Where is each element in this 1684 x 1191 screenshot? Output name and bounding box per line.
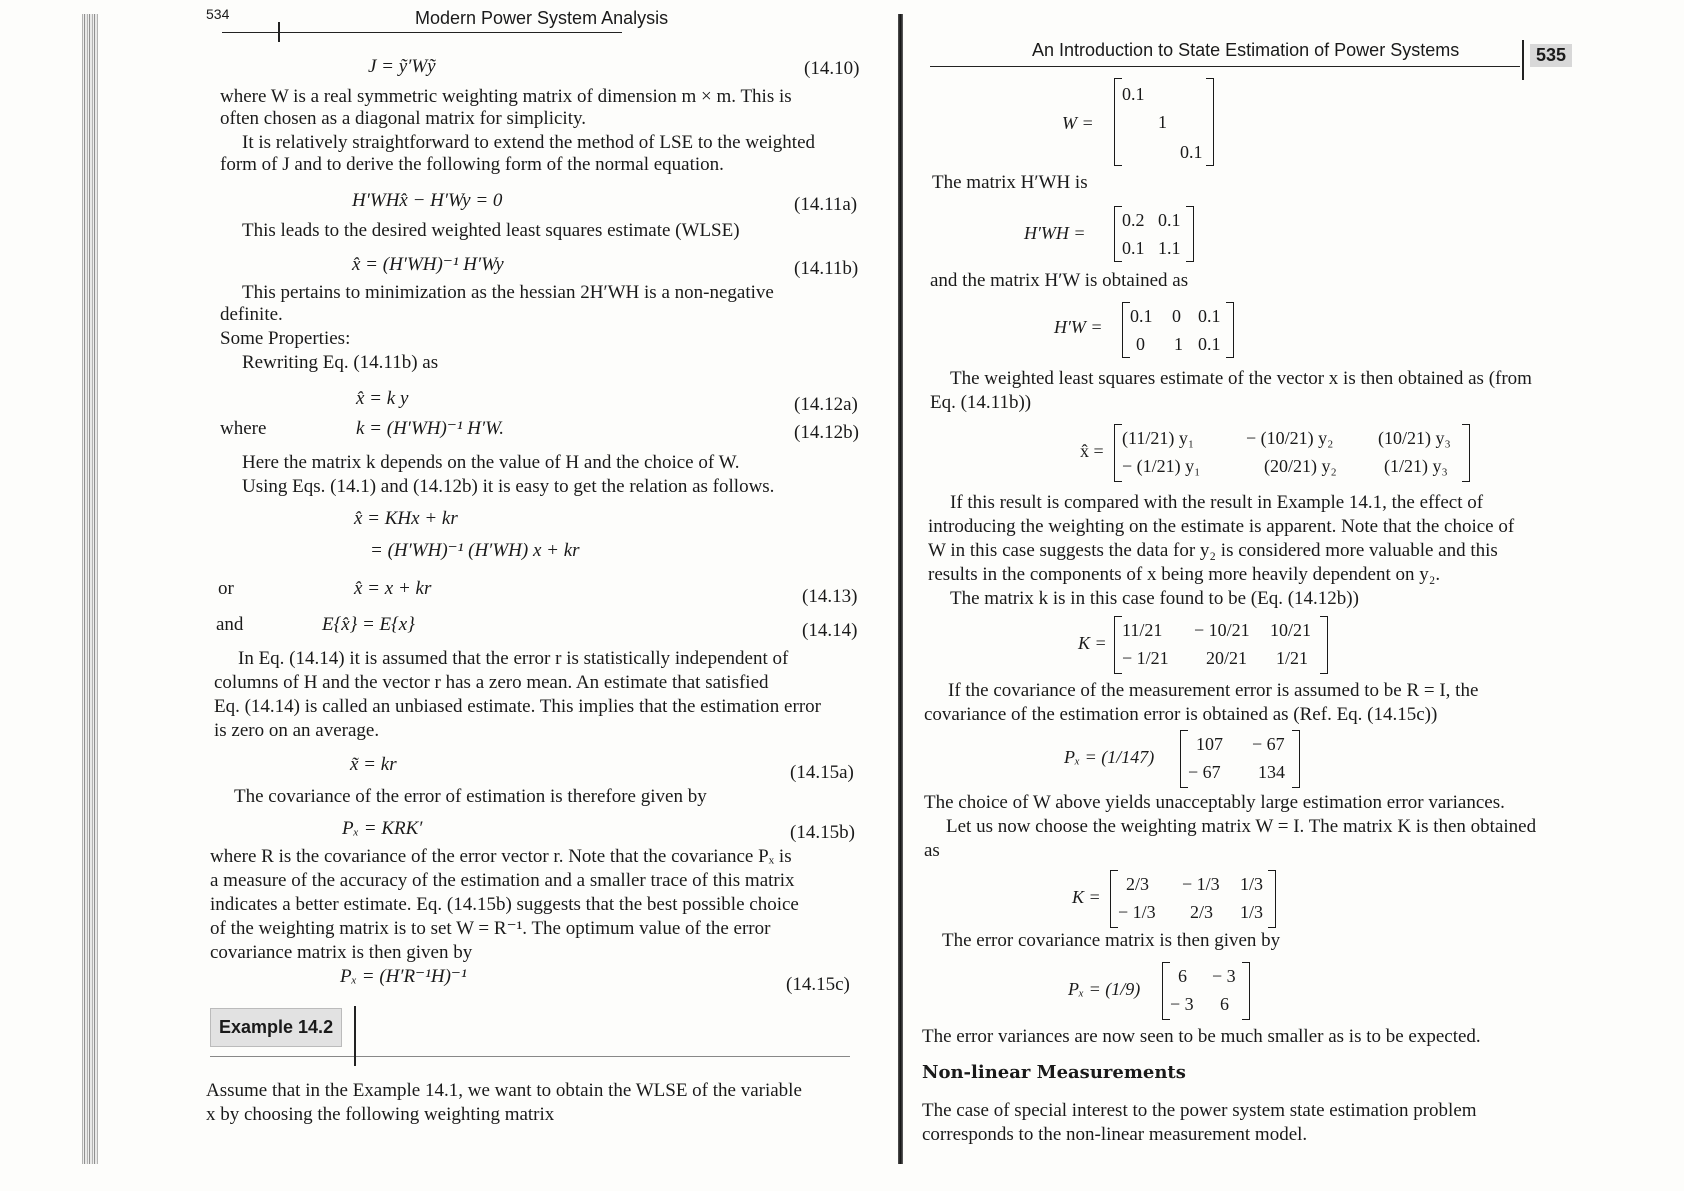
eq-14-15c: Pₓ = (H′R⁻¹H)⁻¹	[340, 966, 467, 987]
text-line: often chosen as a diagonal matrix for simplicity.	[220, 108, 587, 129]
eq-14-14: E{x̂} = E{x}	[322, 614, 415, 635]
matrix-P1-cell: 134	[1258, 762, 1285, 782]
eq-14-15a-number: (14.15a)	[790, 762, 854, 783]
matrix-W-label: W =	[1062, 113, 1094, 133]
text-line: The choice of W above yields unacceptably large estimation error variances.	[924, 792, 1505, 813]
matrix-P1-cell: 107	[1196, 734, 1223, 754]
matrix-HW-cell: 0.1	[1198, 306, 1221, 326]
eq-14-15c-number: (14.15c)	[786, 974, 850, 995]
eq-14-13-number: (14.13)	[802, 586, 858, 607]
eq-14-10-number: (14.10)	[804, 58, 860, 79]
eq-14-12b-number: (14.12b)	[794, 422, 859, 443]
text-line: Eq. (14.14) is called an unbiased estimate. This implies that the estimation error	[214, 696, 821, 717]
matrix-P2-cell: 6	[1178, 966, 1187, 986]
text-line: where W is a real symmetric weighting matrix of dimension m × m. This is	[220, 86, 792, 107]
text-line: Assume that in the Example 14.1, we want to obtain the WLSE of the variable	[206, 1080, 802, 1101]
text-line: Rewriting Eq. (14.11b) as	[242, 352, 439, 373]
left-header-rule	[222, 32, 622, 33]
matrix-P2-cell: 6	[1220, 994, 1229, 1014]
matrix-P2-left-bracket	[1162, 962, 1170, 1020]
text-line: Here the matrix k depends on the value of H and the choice of W.	[242, 452, 740, 473]
matrix-K1-cell: − 1/21	[1122, 648, 1169, 668]
matrix-W-cell: 0.1	[1122, 84, 1145, 104]
matrix-K2-cell: − 1/3	[1182, 874, 1220, 894]
eq-14-12a-number: (14.12a)	[794, 394, 858, 415]
eq-14-11a: H′WHx̂ − H′Wy = 0	[352, 190, 503, 211]
matrix-K2-cell: 1/3	[1240, 902, 1264, 922]
matrix-K1-right-bracket	[1320, 616, 1328, 674]
text-line: a measure of the accuracy of the estimation and a smaller trace of this matrix	[210, 870, 795, 891]
matrix-HW-cell: 0.1	[1130, 306, 1153, 326]
text-line: The weighted least squares estimate of the vector x is then obtained as (from	[950, 368, 1532, 389]
matrix-HW-left-bracket	[1122, 302, 1130, 358]
example-rule	[210, 1056, 850, 1057]
matrix-P1-cell: − 67	[1252, 734, 1285, 754]
text-line: form of J and to derive the following form of the normal equation.	[220, 154, 724, 175]
matrix-K2-label: K =	[1072, 887, 1101, 907]
matrix-xhat-cell: (11/21) y₁	[1122, 428, 1195, 448]
left-page-number: 534	[206, 6, 230, 22]
matrix-K1-label: K =	[1078, 633, 1107, 653]
matrix-xhat-right-bracket	[1462, 424, 1470, 482]
text-line: The matrix k is in this case found to be (Eq. (14.12b))	[950, 588, 1359, 609]
matrix-xhat-cell: (1/21) y₃	[1384, 456, 1448, 476]
text-line: results in the components of x being more heavily dependent on y₂.	[928, 564, 1441, 585]
matrix-HW-label: H′W =	[1054, 317, 1103, 337]
text-line: as	[924, 840, 940, 861]
left-header-tick	[278, 22, 280, 42]
matrix-K2-right-bracket	[1268, 870, 1276, 928]
text-line: This leads to the desired weighted least squares estimate (WLSE)	[242, 220, 740, 241]
where-label: where	[220, 418, 267, 439]
matrix-HWH-cell: 0.1	[1158, 210, 1181, 230]
matrix-K1-cell: 20/21	[1206, 648, 1248, 668]
text-line: The case of special interest to the power system state estimation problem	[922, 1100, 1477, 1121]
matrix-HWH-cell: 1.1	[1158, 238, 1181, 258]
text-line: introducing the weighting on the estimate is apparent. Note that the choice of	[928, 516, 1515, 537]
eq-relation-2: = (H′WH)⁻¹ (H′WH) x + kr	[370, 540, 580, 561]
right-running-head: An Introduction to State Estimation of Power Systems	[1032, 40, 1460, 60]
matrix-HWH-right-bracket	[1186, 206, 1194, 262]
matrix-HW-cell: 0	[1172, 306, 1181, 326]
text-line: It is relatively straightforward to extend the method of LSE to the weighted	[242, 132, 816, 153]
eq-14-12a: x̂ = k y	[356, 388, 409, 409]
text-line: corresponds to the non-linear measurement model.	[922, 1124, 1308, 1145]
matrix-K1-cell: 11/21	[1122, 620, 1163, 640]
matrix-xhat-left-bracket	[1114, 424, 1122, 482]
eq-14-15b-number: (14.15b)	[790, 822, 855, 843]
text-line: Using Eqs. (14.1) and (14.12b) it is easy to get the relation as follows.	[242, 476, 775, 497]
eq-14-11b-number: (14.11b)	[794, 258, 859, 279]
text-line: If the covariance of the measurement error is assumed to be R = I, the	[948, 680, 1479, 701]
eq-14-11b: x̂ = (H′WH)⁻¹ H′Wy	[352, 254, 504, 275]
matrix-xhat-cell: − (10/21) y₂	[1246, 428, 1334, 448]
matrix-HWH-cell: 0.2	[1122, 210, 1145, 230]
text-line: where R is the covariance of the error vector r. Note that the covariance Pₓ is	[210, 846, 792, 867]
matrix-HW-cell: 1	[1174, 334, 1183, 354]
matrix-P1-right-bracket	[1292, 730, 1300, 788]
eq-14-13: x̂ = x + kr	[354, 578, 432, 599]
section-heading: Non-linear Measurements	[922, 1062, 1186, 1083]
matrix-K2-left-bracket	[1110, 870, 1118, 928]
text-line: If this result is compared with the result in Example 14.1, the effect of	[950, 492, 1484, 513]
matrix-xhat-cell: (20/21) y₂	[1264, 456, 1337, 476]
text-line: Eq. (14.11b))	[930, 392, 1032, 413]
matrix-W-right-bracket	[1206, 78, 1214, 166]
matrix-xhat-cell: − (1/21) y₁	[1122, 456, 1201, 476]
matrix-K1-left-bracket	[1114, 616, 1122, 674]
text-line: is zero on an average.	[214, 720, 380, 741]
matrix-W-cell: 0.1	[1180, 142, 1203, 162]
right-header-rule	[930, 66, 1520, 67]
text-line: covariance of the estimation error is obtained as (Ref. Eq. (14.15c))	[924, 704, 1438, 725]
text-line: x by choosing the following weighting matrix	[206, 1104, 555, 1125]
matrix-K2-cell: − 1/3	[1118, 902, 1156, 922]
right-page	[900, 0, 1684, 1191]
matrix-P2-cell: − 3	[1170, 994, 1194, 1014]
text-line: covariance matrix is then given by	[210, 942, 473, 963]
matrix-xhat-label: x̂ =	[1080, 441, 1104, 461]
text-line: The covariance of the error of estimation is therefore given by	[234, 786, 707, 807]
matrix-HW-cell: 0	[1136, 334, 1145, 354]
text-line: In Eq. (14.14) it is assumed that the error r is statistically independent of	[238, 648, 789, 669]
eq-14-12b: k = (H′WH)⁻¹ H′W.	[356, 418, 505, 439]
matrix-P1-left-bracket	[1180, 730, 1188, 788]
matrix-P2-right-bracket	[1242, 962, 1250, 1020]
matrix-HWH-cell: 0.1	[1122, 238, 1145, 258]
text-line: indicates a better estimate. Eq. (14.15b) suggests that the best possible choice	[210, 894, 799, 915]
eq-14-15a: x̃ = kr	[350, 754, 397, 775]
text-line: and the matrix H′W is obtained as	[930, 270, 1189, 291]
matrix-P1-cell: − 67	[1188, 762, 1221, 782]
matrix-HW-cell: 0.1	[1198, 334, 1221, 354]
matrix-K2-cell: 1/3	[1240, 874, 1264, 894]
right-header-tick	[1522, 40, 1524, 80]
left-running-head: Modern Power System Analysis	[415, 8, 669, 28]
example-tick	[354, 1006, 356, 1066]
text-line: Let us now choose the weighting matrix W = I. The matrix K is then obtained	[946, 816, 1537, 837]
text-line: Some Properties:	[220, 328, 351, 349]
matrix-K1-cell: 10/21	[1270, 620, 1312, 640]
matrix-K2-cell: 2/3	[1190, 902, 1214, 922]
text-line: columns of H and the vector r has a zero mean. An estimate that satisfied	[214, 672, 769, 693]
text-line: W in this case suggests the data for y₂ is considered more valuable and this	[928, 540, 1498, 561]
matrix-P1-label: Pₓ = (1/147)	[1064, 747, 1155, 767]
text-line: The error covariance matrix is then given by	[942, 930, 1281, 951]
example-heading: Example 14.2	[210, 1008, 342, 1047]
eq-14-15b: Pₓ = KRK′	[342, 818, 423, 839]
text-line: The matrix H′WH is	[932, 172, 1088, 193]
matrix-W-left-bracket	[1114, 78, 1122, 166]
matrix-K2-cell: 2/3	[1126, 874, 1150, 894]
matrix-HW-right-bracket	[1226, 302, 1234, 358]
matrix-xhat-cell: (10/21) y₃	[1378, 428, 1451, 448]
eq-14-11a-number: (14.11a)	[794, 194, 858, 215]
matrix-P2-label: Pₓ = (1/9)	[1068, 979, 1141, 999]
or-label: or	[218, 578, 234, 599]
eq-14-10: J = ỹ′Wỹ	[368, 56, 436, 77]
text-line: of the weighting matrix is to set W = R⁻¹. The optimum value of the error	[210, 918, 771, 939]
text-line: This pertains to minimization as the hessian 2H′WH is a non-negative	[242, 282, 774, 303]
text-line: definite.	[220, 304, 283, 325]
matrix-P2-cell: − 3	[1212, 966, 1236, 986]
matrix-HWH-label: H′WH =	[1024, 223, 1086, 243]
matrix-HWH-left-bracket	[1114, 206, 1122, 262]
and-label: and	[216, 614, 244, 635]
eq-14-14-number: (14.14)	[802, 620, 858, 641]
text-line: The error variances are now seen to be much smaller as is to be expected.	[922, 1026, 1481, 1047]
right-page-number: 535	[1530, 44, 1572, 67]
matrix-W-cell: 1	[1158, 112, 1167, 132]
matrix-K1-cell: − 10/21	[1194, 620, 1250, 640]
matrix-K1-cell: 1/21	[1276, 648, 1309, 668]
eq-relation-1: x̂ = KHx + kr	[354, 508, 458, 529]
